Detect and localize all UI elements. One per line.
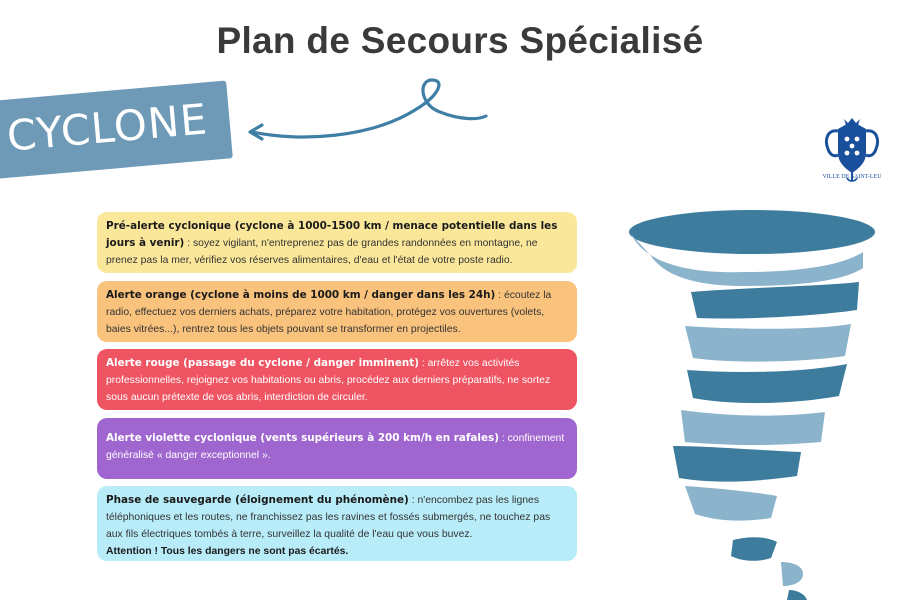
alert-text: : écoutez la radio, effectuez vos derniers achats, préparez votre habitation, protégez vos ouvertures (volets, baies vitrées...), rentrez tous les objets pouvant se transformer en projectiles. <box>106 290 552 335</box>
alert-text: : soyez vigilant, n'entreprenez pas de grandes randonnées en montagne, ne prenez pas la mer, vérifiez vos réserves alimentaires, d'eau et l'état de votre poste radio. <box>106 238 538 266</box>
arrow-squiggle-icon <box>240 70 490 150</box>
alert-head: Pré-alerte cyclonique (cyclone à 1000-1500 km / menace potentielle dans les jours à venir) <box>106 220 558 249</box>
banner-label: CYCLONE <box>4 94 210 161</box>
alert-head: Alerte rouge (passage du cyclone / danger imminent) <box>106 357 419 369</box>
warning-text: Attention ! Tous les dangers ne sont pas écartés. <box>106 546 349 557</box>
alert-head: Alerte orange (cyclone à moins de 1000 km / danger dans les 24h) <box>106 289 496 301</box>
alert-head: Phase de sauvegarde (éloignement du phénomène) <box>106 494 409 506</box>
alert-text: : n'encombez pas les lignes téléphoniques et les routes, ne franchissez pas les ravines et fossés submergés, ne touchez pas aux fils électriques tombés à terre, surveillez la qualité de l'eau que vous buvez. <box>106 495 551 540</box>
tornado-icon <box>625 206 875 600</box>
alert-orange <box>97 281 577 342</box>
logo-caption: VILLE DE SAINT-LEU <box>822 174 882 180</box>
alert-pre-cyclonic <box>97 212 577 273</box>
page-title: Plan de Secours Spécialisé <box>216 20 704 61</box>
alert-text: : confinement généralisé « danger exceptionnel ». <box>106 433 565 461</box>
safeguard-phase <box>97 486 577 561</box>
alert-violet <box>97 418 577 479</box>
alert-head: Alerte violette cyclonique (vents supérieurs à 200 km/h en rafales) <box>106 432 499 444</box>
alert-red <box>97 349 577 410</box>
alert-text: : arrêtez vos activités professionnelles, rejoignez vos habitations ou abris, procédez aux derniers préparatifs, ne sortez sous aucun prétexte de vos abris, interdiction de circuler. <box>106 358 551 403</box>
cyclone-banner <box>0 80 233 179</box>
